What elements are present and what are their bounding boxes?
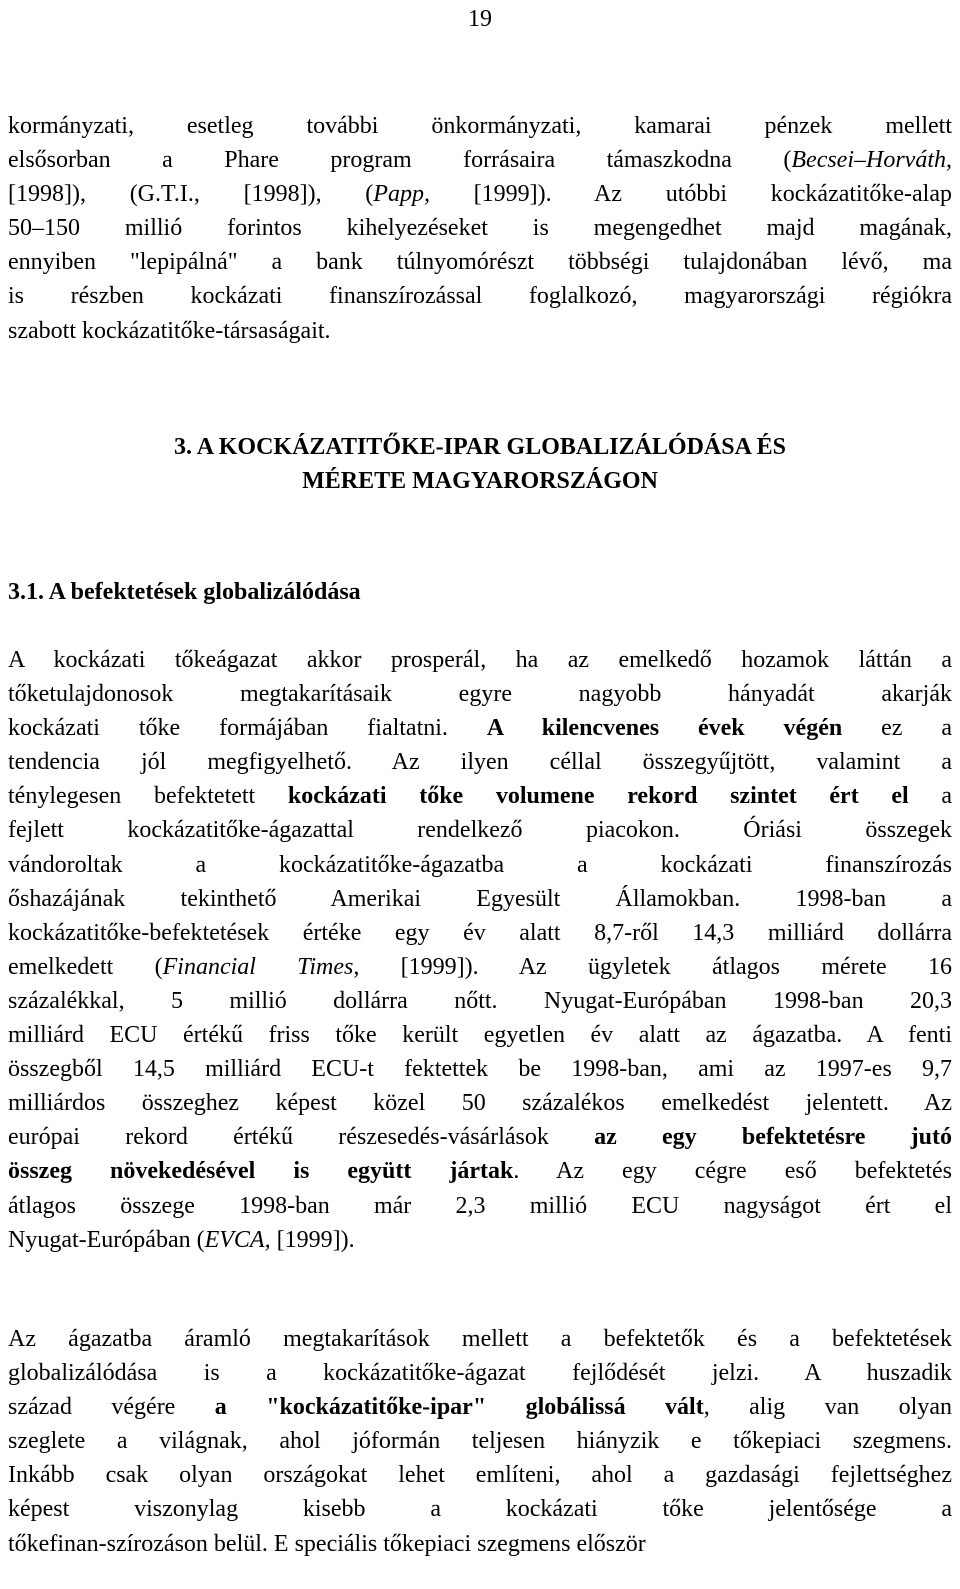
text-segment: . Az egy cégre eső befektetés (513, 1158, 952, 1185)
text-line (8, 1154, 952, 1188)
text-line (8, 916, 952, 950)
text-line (8, 779, 952, 813)
text-segment: 3. A KOCKÁZATITŐKE-IPAR GLOBALIZÁLÓDÁSA ÉS (174, 434, 786, 460)
text-line (8, 1356, 952, 1390)
text-segment: ténylegesen befektetett (8, 783, 288, 810)
text-segment: [1999]). Az ügyletek átlagos mérete 16 (359, 953, 952, 980)
text-segment: európai rekord értékű részesedés-vásárlások (8, 1124, 595, 1151)
text-segment: [1999]). (270, 1226, 355, 1253)
text-segment: [1999]). Az utóbbi kockázatitőke-alap (429, 181, 952, 208)
text-line (8, 177, 952, 211)
text-line (8, 211, 952, 245)
text-segment: szeglete a világnak, ahol jóformán teljesen hiányzik e tőkepiaci szegmens. (8, 1428, 952, 1455)
section-heading (0, 430, 960, 498)
text-line (8, 245, 952, 279)
text-segment: tőketulajdonosok megtakarításaik egyre nagyobb hányadát akarják (8, 681, 952, 708)
text-segment: globalizálódása is a kockázatitőke-ágazat fejlődését jelzi. A huszadik (8, 1360, 952, 1387)
text-line (8, 1424, 952, 1458)
text-line (0, 464, 960, 498)
text-segment: a (908, 783, 952, 810)
text-segment: tendencia jól megfigyelhető. Az ilyen céllal összegyűjtött, valamint a (8, 749, 952, 776)
subsection-heading: 3.1. A befektetések globalizálódása (8, 579, 361, 605)
text-segment: kormányzati, esetleg további önkormányzati, kamarai pénzek mellett (8, 113, 952, 139)
text-segment: milliárdos összeghez képest közel 50 százalékos emelkedést jelentett. Az (8, 1090, 952, 1117)
text-segment: [1998]), (G.T.I., [1998]), ( (8, 181, 374, 208)
text-segment: vándoroltak a kockázatitőke-ágazatba a kockázati finanszírozás (8, 851, 952, 878)
text-line (0, 430, 960, 464)
text-segment: Inkább csak olyan országokat lehet említeni, ahol a gazdasági fejlettséghez (8, 1462, 952, 1489)
text-line (8, 813, 952, 847)
text-segment: elsősorban a Phare program forrásaira támaszkodna ( (8, 147, 792, 174)
paragraph-intro (8, 109, 952, 348)
text-line (8, 950, 952, 984)
text-segment: század végére (8, 1394, 215, 1421)
text-line (8, 1018, 952, 1052)
bold-text: A kilencvenes évek végén (486, 715, 843, 742)
text-line (8, 143, 952, 177)
text-segment: , alig van olyan (703, 1394, 952, 1421)
paragraph-investors (8, 1322, 952, 1561)
text-line (8, 745, 952, 779)
text-line (8, 1086, 952, 1120)
italic-text: Financial Times, (162, 953, 360, 980)
paragraph-globalization (8, 643, 952, 1257)
text-line (8, 279, 952, 313)
text-line (8, 882, 952, 916)
text-segment: összegből 14,5 milliárd ECU-t fektettek be 1998-ban, ami az 1997-es 9,7 (8, 1056, 952, 1083)
text-line (8, 314, 952, 348)
text-line (8, 1492, 952, 1526)
text-segment: A kockázati tőkeágazat akkor prosperál, ha az emelkedő hozamok láttán a (8, 647, 952, 673)
text-line (8, 848, 952, 882)
text-line (8, 1223, 952, 1257)
text-segment: képest viszonylag kisebb a kockázati tőke jelentősége a (8, 1496, 952, 1523)
text-segment: Nyugat-Európában ( (8, 1226, 205, 1253)
bold-text: a "kockázatitőke-ipar" globálissá vált (214, 1394, 704, 1421)
italic-text: Papp, (373, 181, 430, 208)
italic-text: EVCA, (204, 1226, 271, 1253)
text-line (8, 1322, 952, 1356)
text-line (8, 109, 952, 143)
text-segment: MÉRETE MAGYARORSZÁGON (302, 468, 658, 495)
text-segment: 50–150 millió forintos kihelyezéseket is megengedhet majd magának, (8, 215, 952, 242)
text-line (8, 984, 952, 1018)
text-segment: ez a (842, 715, 952, 742)
text-segment: szabott kockázatitőke-társaságait. (8, 317, 331, 344)
text-segment: százalékkal, 5 millió dollárra nőtt. Nyugat-Európában 1998-ban 20,3 (8, 987, 952, 1014)
text-line (8, 677, 952, 711)
bold-text: az egy befektetésre jutó (594, 1124, 952, 1151)
italic-text: Becsei–Horváth, (791, 147, 952, 174)
text-segment: fejlett kockázatitőke-ágazattal rendelkező piacokon. Óriási összegek (8, 817, 952, 844)
text-segment: kockázati tőke formájában fialtatni. (8, 715, 487, 742)
text-segment: is részben kockázati finanszírozással foglalkozó, magyarországi régiókra (8, 283, 952, 310)
text-segment: ennyiben "lepipálná" a bank túlnyomórészt többségi tulajdonában lévő, ma (8, 249, 952, 276)
text-segment: milliárd ECU értékű friss tőke került egyetlen év alatt az ágazatba. A fenti (8, 1022, 952, 1049)
text-segment: átlagos összege 1998-ban már 2,3 millió ECU nagyságot ért el (8, 1192, 952, 1219)
text-line (8, 1390, 952, 1424)
text-segment: őshazájának tekinthető Amerikai Egyesült Államokban. 1998-ban a (8, 885, 952, 912)
text-segment: kockázatitőke-befektetések értéke egy év alatt 8,7-ről 14,3 milliárd dollárra (8, 919, 952, 946)
text-line (8, 711, 952, 745)
text-line (8, 1052, 952, 1086)
text-line (8, 1189, 952, 1223)
bold-text: összeg növekedésével is együtt jártak (8, 1158, 514, 1185)
text-line (8, 1458, 952, 1492)
text-line (8, 643, 952, 677)
text-segment: Az ágazatba áramló megtakarítások mellett a befektetők és a befektetések (8, 1326, 952, 1352)
text-segment: emelkedett ( (8, 953, 163, 980)
text-line (8, 1120, 952, 1154)
bold-text: kockázati tőke volumene rekord szintet ért el (287, 783, 909, 810)
page-number: 19 (468, 6, 492, 32)
text-segment: tőkefinan-szírozáson belül. E speciális tőkepiaci szegmens először (8, 1530, 646, 1557)
text-line (8, 1527, 952, 1561)
